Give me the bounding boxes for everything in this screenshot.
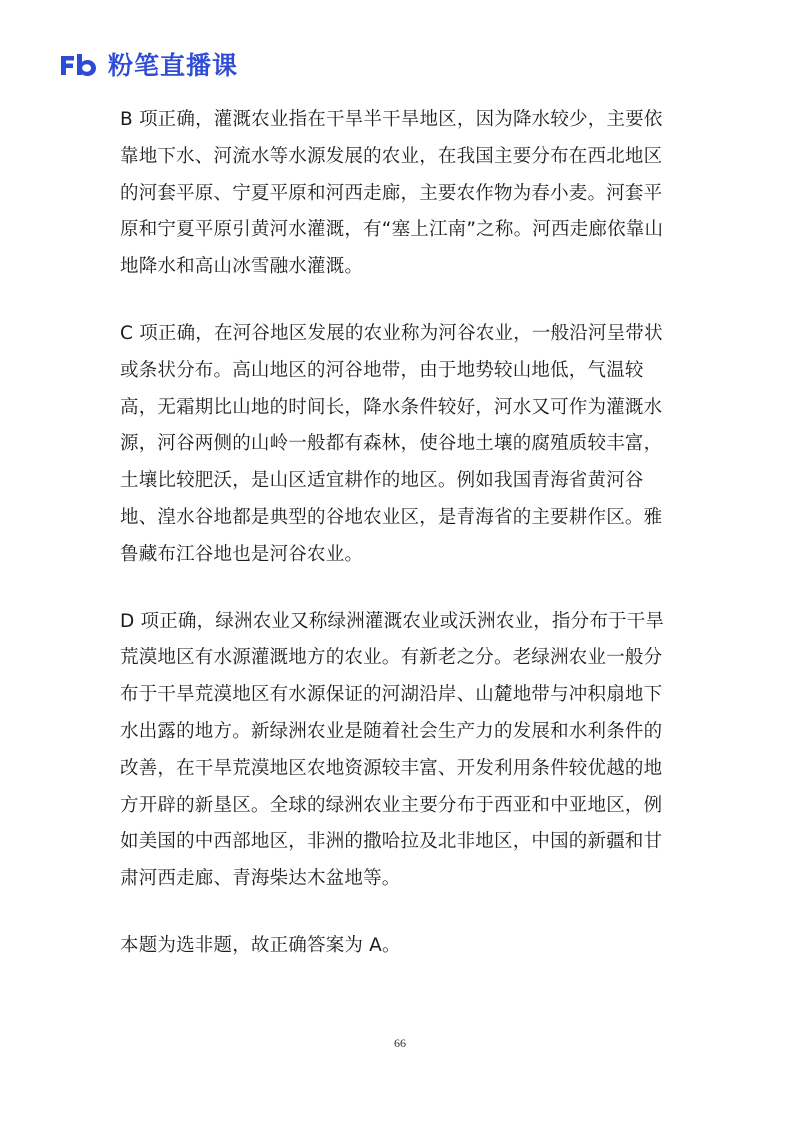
fenbi-logo-icon xyxy=(58,52,100,78)
document-body xyxy=(120,102,680,965)
page-header xyxy=(58,52,238,78)
paragraph-option-d: D 项正确，绿洲农业又称绿洲灌溉农业或沃洲农业，指分布于干旱荒漠地区有水源灌溉地方的农业。有新老之分。老绿洲农业一般分布于干旱荒漠地区有水源保证的河湖沿岸、山麓地带与冲积扇地下水出露的地方。新绿洲农业是随着社会生产力的发展和水利条件的改善，在干旱荒漠地区农地资源较丰富、开发利用条件较优越的地方开辟的新垦区。全球的绿洲农业主要分布于西亚和中亚地区，例如美国的中西部地区，非洲的撒哈拉及北非地区，中国的新疆和甘肃河西走廊、青海柴达木盆地等。 xyxy=(120,610,665,890)
paragraph-answer: 本题为选非题，故正确答案为 A。 xyxy=(120,934,401,956)
brand-name: 粉笔直播课 xyxy=(108,50,239,80)
paragraph-option-c: C 项正确，在河谷地区发展的农业称为河谷农业，一般沿河呈带状或条状分布。高山地区的河谷地带，由于地势较山地低，气温较高，无霜期比山地的时间长，降水条件较好，河水又可作为灌溉水源，河谷两侧的山岭一般都有森林，使谷地土壤的腐殖质较丰富，土壤比较肥沃，是山区适宜耕作的地区。例如我国青海省黄河谷地、湟水谷地都是典型的谷地农业区，是青海省的主要耕作区。雅鲁藏布江谷地也是河谷农业。 xyxy=(120,322,663,565)
paragraph-option-b: B 项正确，灌溉农业指在干旱半干旱地区，因为降水较少，主要依靠地下水、河流水等水源发展的农业，在我国主要分布在西北地区的河套平原、宁夏平原和河西走廊，主要农作物为春小麦。河套平原和宁夏平原引黄河水灌溉，有“塞上江南”之称。河西走廊依靠山地降水和高山冰雪融水灌溉。 xyxy=(120,109,664,278)
page-number: 66 xyxy=(394,1036,406,1050)
